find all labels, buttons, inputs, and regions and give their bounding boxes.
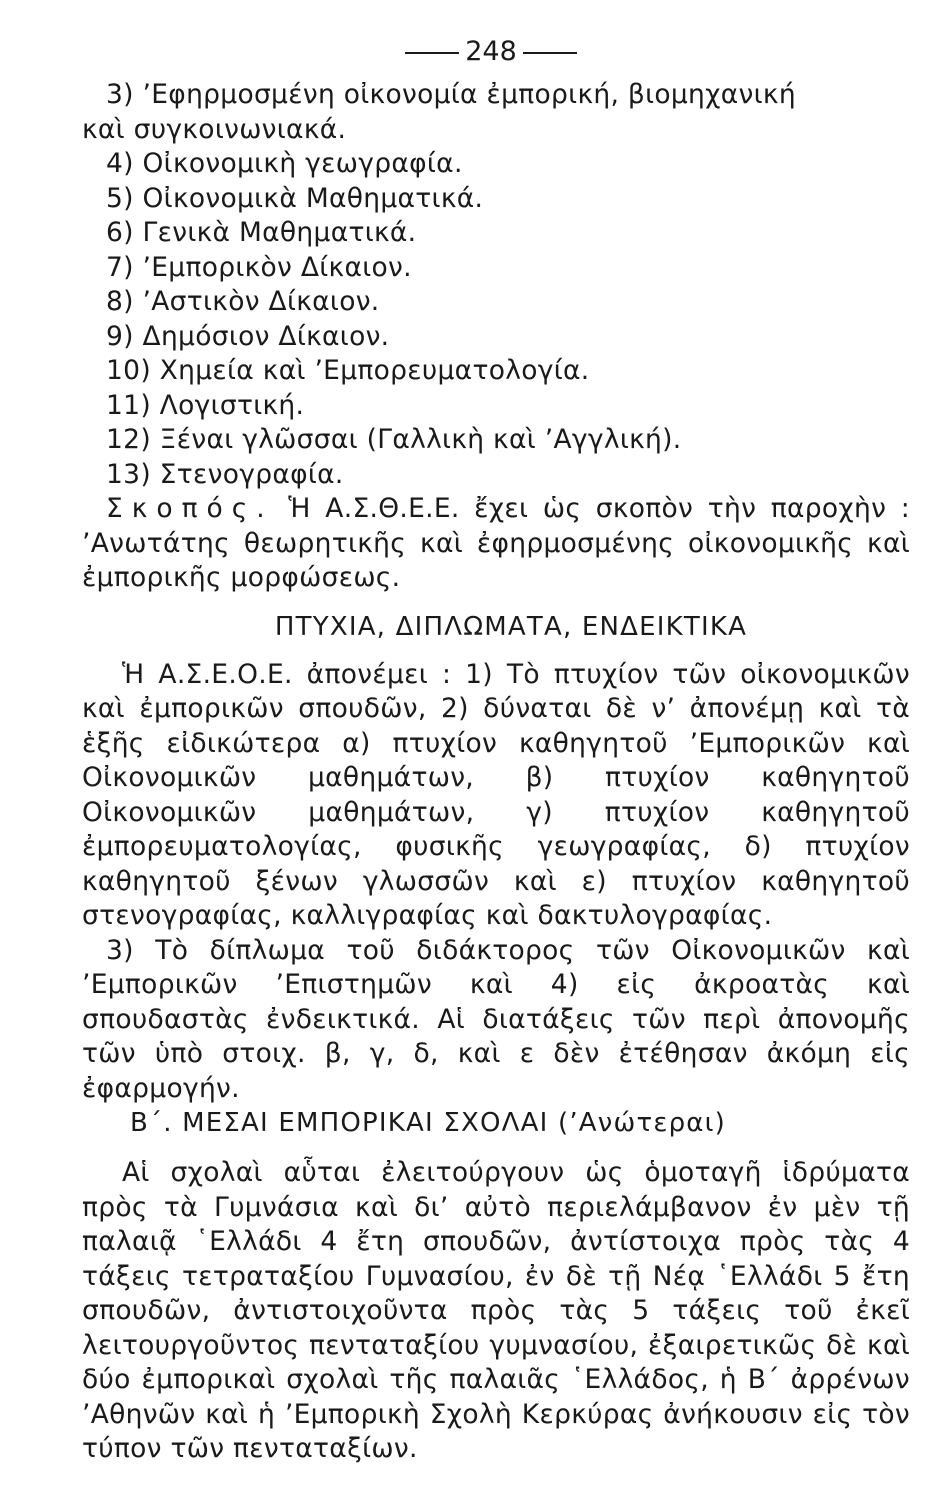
ptyxia-paragraph-2: 3) Τὸ δίπλωμα τοῦ διδάκτορος τῶν Οἰκονομικῶν καὶ ’Εμπορικῶν ’Επιστημῶν καὶ 4) εἰς ἀκροατὰς καὶ σπουδαστὰς ἐνδεικτικά. Αἱ διατάξεις τῶν περὶ ἀπονομῆς τῶν ὑπὸ στοιχ. β, γ, δ, καὶ ε δὲν ἐτέθησαν ἀκόμη εἰς ἐφαρμογήν.	[82, 934, 910, 1104]
list-item-5: 5) Οἰκονομικὰ Μαθηματικά.	[106, 182, 484, 214]
skopos-text: Ἡ Α.Σ.Θ.Ε.Ε. ἔχει ὡς σκοπὸν τὴν παροχὴν : ’Ανωτάτης θεωρητικῆς καὶ ἐφηρμοσμένης οἰκονομικῆς καὶ ἐμπορικῆς μορφώσεως.	[82, 493, 910, 593]
list-item-9: 9) Δημόσιον Δίκαιον.	[106, 320, 390, 352]
page-number-dash-right	[523, 52, 577, 54]
list-item-12: 12) Ξέναι γλῶσσαι (Γαλλικὴ καὶ ’Αγγλική).	[106, 424, 682, 455]
skopos-paragraph	[82, 492, 910, 596]
page-number: 248	[465, 36, 517, 67]
list-item-11: 11) Λογιστική.	[106, 389, 305, 421]
book-page	[82, 30, 910, 1480]
section-b-paragraph: Αἱ σχολαὶ αὗται ἐλειτούργουν ὡς ὁμοταγῆ ἱδρύματα πρὸς τὰ Γυμνάσια καὶ δι’ αὐτὸ περιελάμβανον ἐν μὲν τῇ παλαιᾷ ῾Ελλάδι 4 ἔτη σπουδῶν, ἀντίστοιχα πρὸς τὰς 4 τάξεις τετραταξίου Γυμνασίου, ἐν δὲ τῇ Νέᾳ ῾Ελλάδι 5 ἔτη σπουδῶν, ἀντιστοιχοῦντα πρὸς τὰς 5 τάξεις τοῦ ἐκεῖ λειτουργοῦντος πενταταξίου γυμνασίου, ἐξαιρετικῶς δὲ καὶ δύο ἐμπορικαὶ σχολαὶ τῆς παλαιᾶς ῾Ελλάδος, ἡ Β΄ ἀρρένων ’Αθηνῶν καὶ ἡ ’Εμπορικὴ Σχολὴ Κερκύρας ἀνήκουσιν εἰς τὸν τύπον τῶν πενταταξίων.	[82, 1157, 910, 1464]
list-item-6: 6) Γενικὰ Μαθηματικά.	[106, 217, 417, 248]
list-item-4: 4) Οἰκονομικὴ γεωγραφία.	[106, 148, 463, 179]
list-item-3-line-2: καὶ συγκοινωνιακά.	[82, 113, 347, 145]
page-number-line	[72, 30, 910, 74]
subject-list	[82, 78, 910, 492]
list-item-8: 8) ’Αστικὸν Δίκαιον.	[106, 286, 380, 317]
list-item-7: 7) ’Εμπορικὸν Δίκαιον.	[106, 251, 412, 283]
page-number-dash-left	[405, 52, 459, 54]
section-heading-b: Β΄. ΜΕΣΑΙ ΕΜΠΟΡΙΚΑΙ ΣΧΟΛΑΙ (’Ανώτεραι)	[130, 1108, 726, 1138]
ptyxia-paragraph-1: Ἡ Α.Σ.Ε.Ο.Ε. ἀπονέμει : 1) Τὸ πτυχίον τῶν οἰκονομικῶν καὶ ἐμπορικῶν σπουδῶν, 2) δύναται δὲ ν’ ἀπονέμῃ καὶ τὰ ἑξῆς εἰδικώτερα α) πτυχίον καθηγητοῦ ’Εμπορικῶν καὶ Οἰκονομικῶν μαθημάτων, β) πτυχίον καθηγητοῦ Οἰκονομικῶν μαθημάτων, γ) πτυχίον καθηγητοῦ ἐμπορευματολογίας, φυσικῆς γεωγραφίας, δ) πτυχίον καθηγητοῦ ξένων γλωσσῶν καὶ ε) πτυχίον καθηγητοῦ στενογραφίας, καλλιγραφίας καὶ δακτυλογραφίας.	[82, 658, 910, 931]
section-heading-ptyxia: ΠΤΥΧΙΑ, ΔΙΠΛΩΜΑΤΑ, ΕΝΔΕΙΚΤΙΚΑ	[274, 611, 748, 642]
list-item-3-line-1: 3) ’Εφηρμοσμένη οἰκονομία ἐμπορική, βιομηχανική	[106, 79, 796, 110]
list-item-13: 13) Στενογραφία.	[106, 458, 344, 490]
skopos-label: Σκοπός.	[106, 493, 274, 524]
list-item-10: 10) Χημεία καὶ ’Εμπορευματολογία.	[106, 355, 590, 386]
